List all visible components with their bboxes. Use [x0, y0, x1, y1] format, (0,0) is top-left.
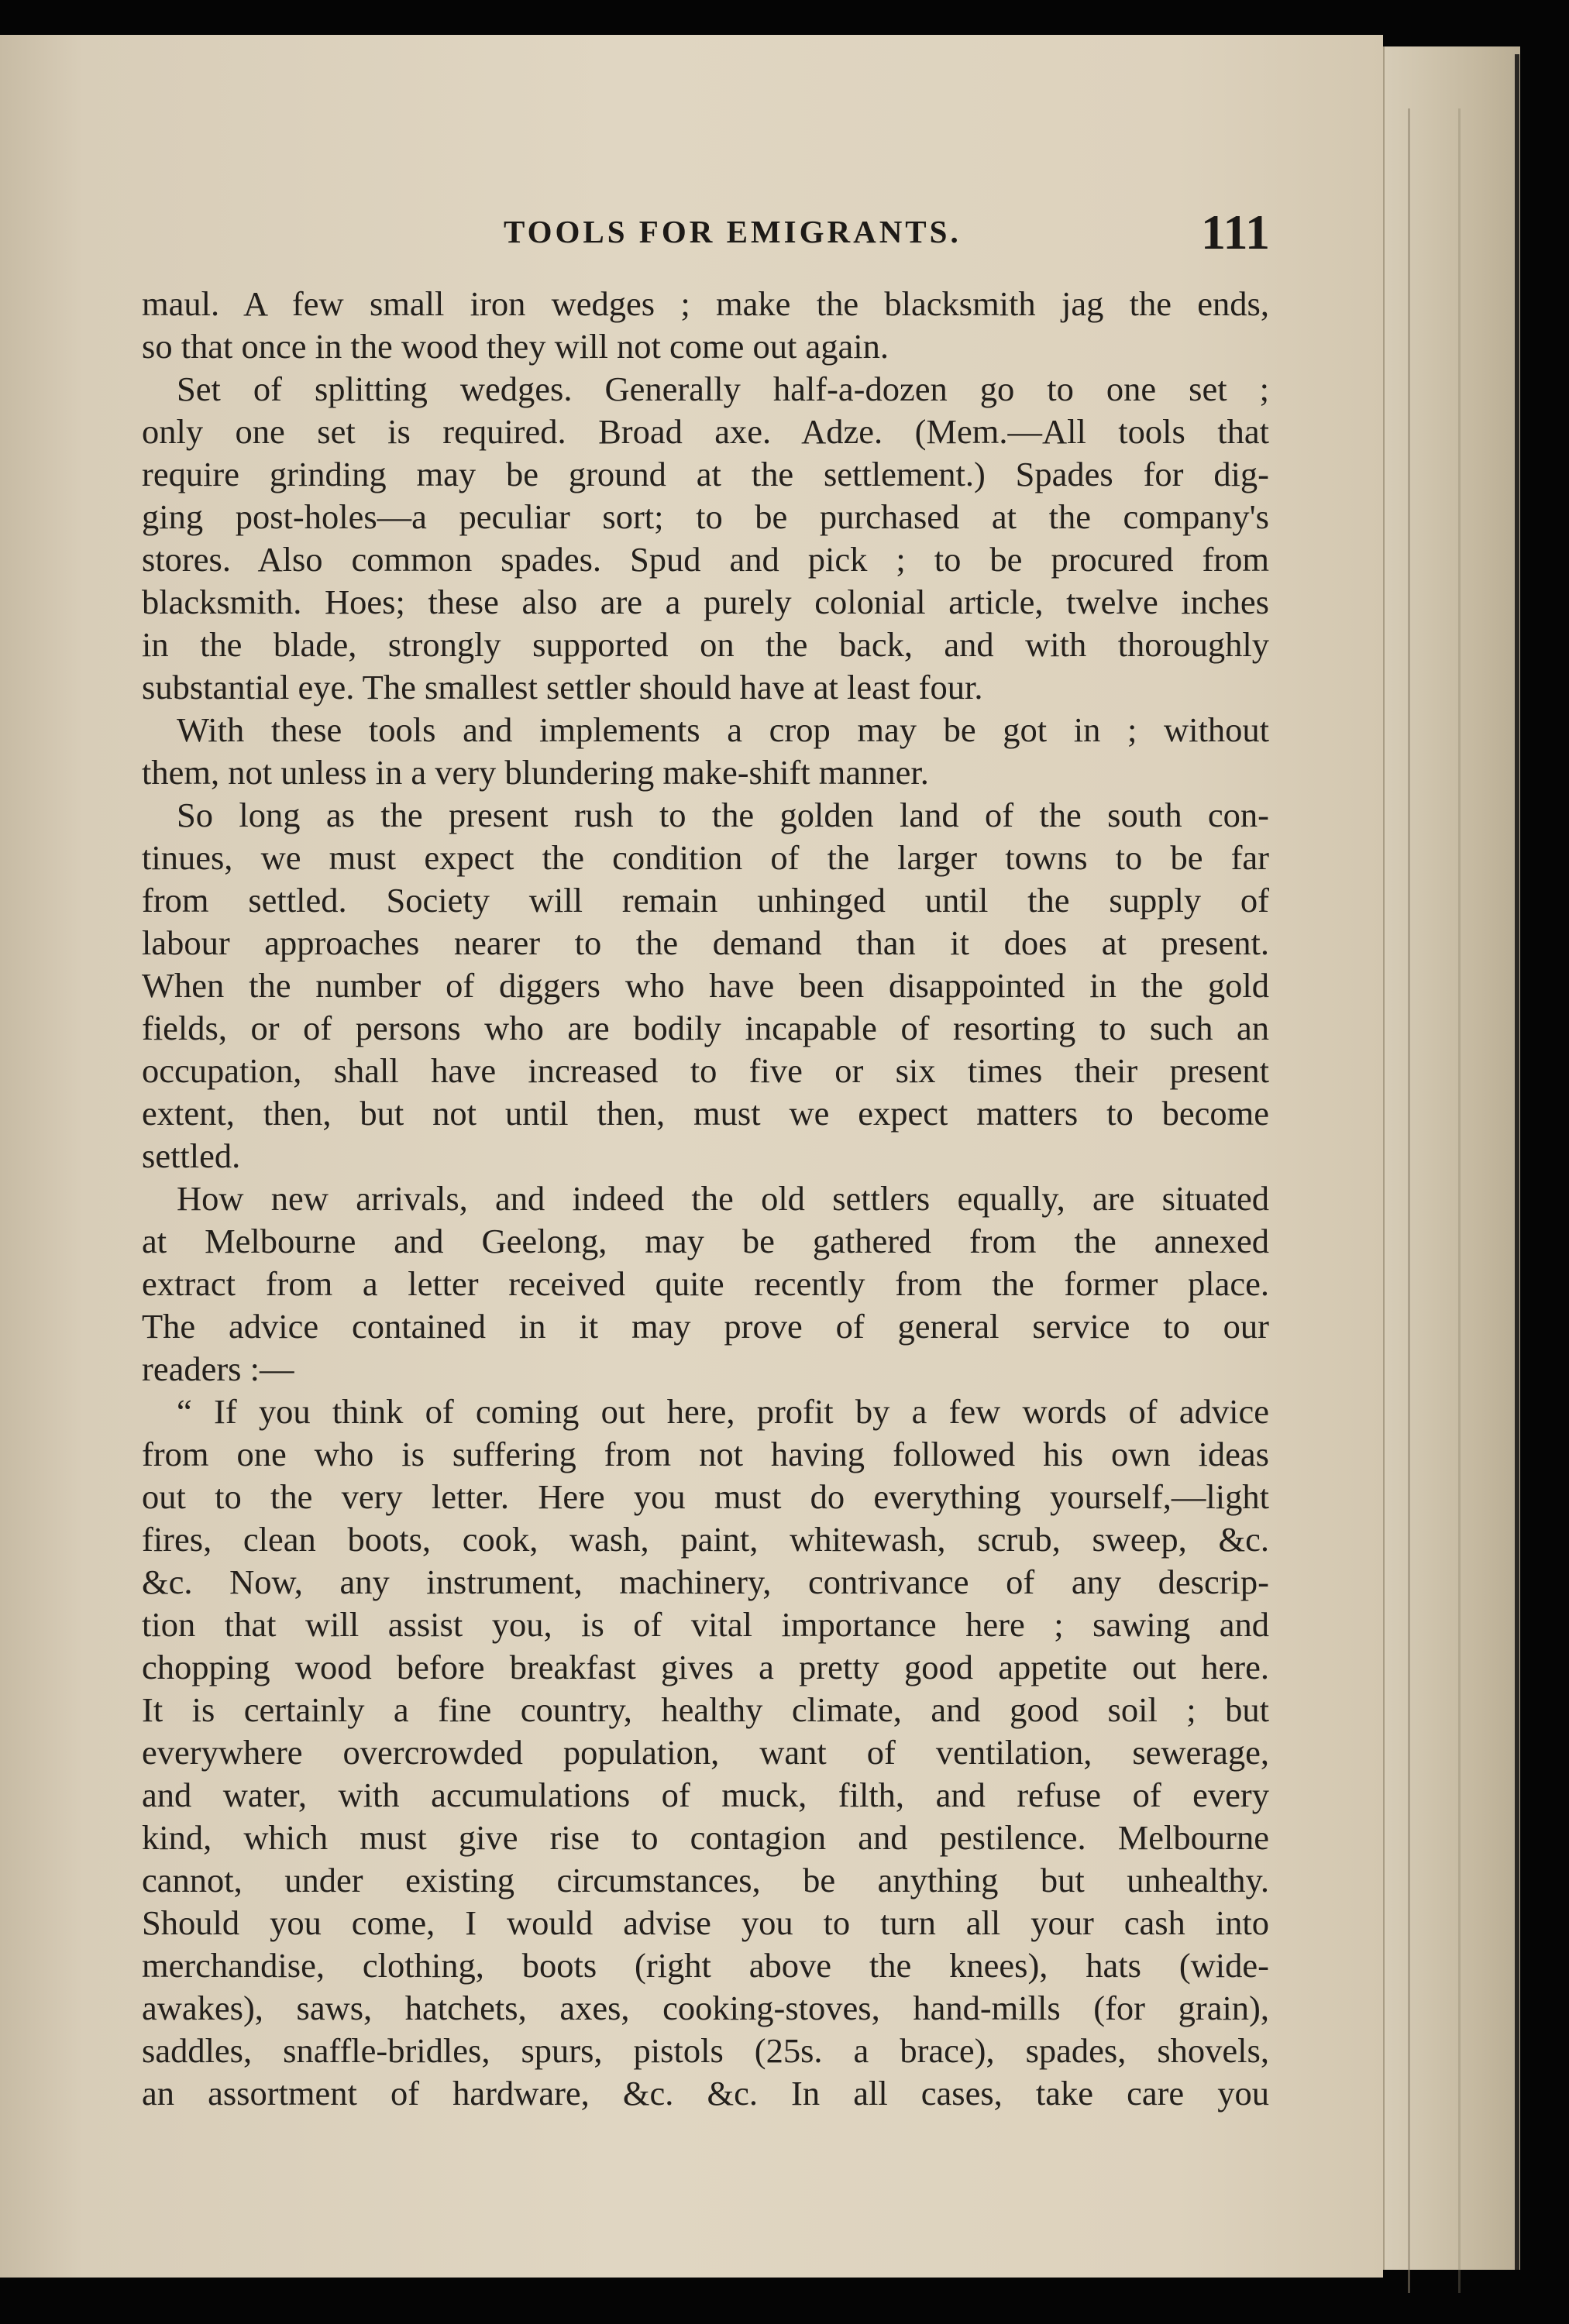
- text-line: It is certainly a fine country, healthy climate, and good soil ; but: [142, 1690, 1269, 1729]
- text-line: Set of splitting wedges. Generally half-a-dozen go to one set ;: [177, 370, 1269, 408]
- edge-line: [1408, 108, 1410, 2293]
- text-line: and water, with accumulations of muck, filth, and refuse of every: [142, 1776, 1269, 1814]
- text-line: tinues, we must expect the condition of the larger towns to be far: [142, 838, 1269, 877]
- body-text: [142, 283, 1269, 2115]
- text-line: out to the very letter. Here you must do everything yourself,—light: [142, 1477, 1269, 1516]
- text-line: substantial eye. The smallest settler should have at least four.: [142, 668, 983, 706]
- text-line: an assortment of hardware, &c. &c. In all cases, take care you: [142, 2074, 1269, 2113]
- text-line: blacksmith. Hoes; these also are a purely colonial article, twelve inches: [142, 583, 1269, 621]
- text-line: extent, then, but not until then, must we expect matters to become: [142, 1094, 1269, 1133]
- paragraph: [142, 368, 1269, 709]
- text-line: require grinding may be ground at the settlement.) Spades for dig-: [142, 455, 1269, 493]
- text-line: With these tools and implements a crop may be got in ; without: [177, 710, 1269, 749]
- paragraph: [142, 794, 1269, 1177]
- paragraph: [142, 1177, 1269, 1391]
- book-edge-shadow: [1515, 54, 1519, 2270]
- text-line: from settled. Society will remain unhinged until the supply of: [142, 881, 1269, 920]
- paragraph: [142, 709, 1269, 794]
- text-line: settled.: [142, 1136, 241, 1175]
- text-line: in the blade, strongly supported on the back, and with thoroughly: [142, 625, 1269, 664]
- text-line: The advice contained in it may prove of general service to our: [142, 1307, 1269, 1346]
- text-line: maul. A few small iron wedges ; make the blacksmith jag the ends,: [142, 284, 1269, 323]
- text-line: awakes), saws, hatchets, axes, cooking-stoves, hand-mills (for grain),: [142, 1989, 1269, 2027]
- text-line: fields, or of persons who are bodily incapable of resorting to such an: [142, 1009, 1269, 1047]
- text-line: so that once in the wood they will not come out again.: [142, 327, 889, 366]
- text-line: saddles, snaffle-bridles, spurs, pistols (25s. a brace), spades, shovels,: [142, 2031, 1269, 2070]
- text-line: Should you come, I would advise you to turn all your cash into: [142, 1903, 1269, 1942]
- edge-line: [1458, 108, 1461, 2293]
- text-line: merchandise, clothing, boots (right above the knees), hats (wide-: [142, 1946, 1269, 1985]
- text-line: fires, clean boots, cook, wash, paint, whitewash, scrub, sweep, &c.: [142, 1520, 1269, 1559]
- text-line: from one who is suffering from not having followed his own ideas: [142, 1435, 1269, 1473]
- text-line: kind, which must give rise to contagion and pestilence. Melbourne: [142, 1818, 1269, 1857]
- page-number: 111: [1201, 205, 1270, 260]
- running-head: TOOLS FOR EMIGRANTS.: [504, 214, 962, 249]
- text-line: readers :—: [142, 1349, 294, 1388]
- text-line: labour approaches nearer to the demand than it does at present.: [142, 923, 1269, 962]
- text-line: When the number of diggers who have been disappointed in the gold: [142, 966, 1269, 1005]
- text-line: extract from a letter received quite recently from the former place.: [142, 1264, 1269, 1303]
- book-page: [0, 35, 1383, 2278]
- text-line: ging post-holes—a peculiar sort; to be purchased at the company's: [142, 497, 1269, 536]
- text-line: everywhere overcrowded population, want of ventilation, sewerage,: [142, 1733, 1269, 1772]
- text-line: How new arrivals, and indeed the old settlers equally, are situated: [177, 1179, 1269, 1218]
- text-line: tion that will assist you, is of vital importance here ; sawing and: [142, 1605, 1269, 1644]
- text-line: “ If you think of coming out here, profit by a few words of advice: [177, 1392, 1269, 1431]
- text-line: them, not unless in a very blundering make-shift manner.: [142, 753, 929, 792]
- page-header: [0, 174, 1383, 260]
- text-line: only one set is required. Broad axe. Adze. (Mem.—All tools that: [142, 412, 1269, 451]
- text-line: stores. Also common spades. Spud and pick ; to be procured from: [142, 540, 1269, 579]
- page-fore-edge: [1383, 46, 1520, 2270]
- text-line: cannot, under existing circumstances, be anything but unhealthy.: [142, 1861, 1269, 1899]
- paragraph: [142, 1391, 1269, 2115]
- text-line: occupation, shall have increased to five or six times their present: [142, 1051, 1269, 1090]
- text-line: &c. Now, any instrument, machinery, contrivance of any descrip-: [142, 1563, 1269, 1601]
- text-line: So long as the present rush to the golden land of the south con-: [177, 796, 1269, 834]
- text-line: at Melbourne and Geelong, may be gathered from the annexed: [142, 1222, 1269, 1260]
- paragraph: [142, 283, 1269, 368]
- text-line: chopping wood before breakfast gives a pretty good appetite out here.: [142, 1648, 1269, 1686]
